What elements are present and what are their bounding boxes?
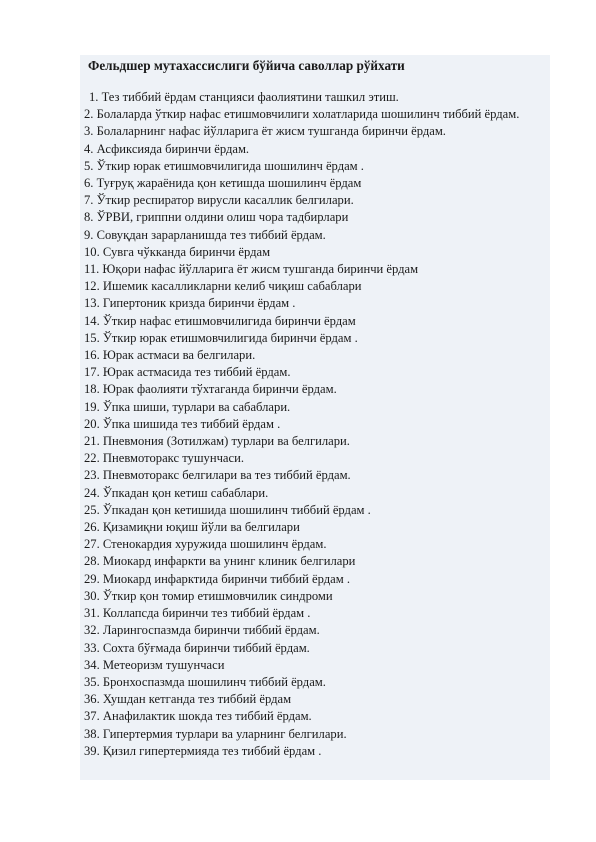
list-item: 8. ЎРВИ, гриппни олдини олиш чора тадбирлари	[84, 210, 349, 225]
list-item: 35. Бронхоспазмда шошилинч тиббий ёрдам.	[84, 674, 326, 689]
list-item: 37. Анафилактик шокда тез тиббий ёрдам.	[84, 709, 312, 724]
list-item: 33. Сохта бўғмада биринчи тиббий ёрдам.	[84, 640, 310, 655]
list-item: 2. Болаларда ўткир нафас етишмовчилиги холатларида шошилинч тиббий ёрдам.	[84, 107, 520, 122]
list-item: 6. Туғруқ жараёнида қон кетишда шошилинч ёрдам	[84, 176, 362, 191]
list-item: 1. Тез тиббий ёрдам станцияси фаолиятини ташкил этиш.	[89, 90, 399, 104]
list-item: 31. Коллапсда биринчи тез тиббий ёрдам .	[84, 606, 311, 621]
list-item: 25. Ўпкадан қон кетишида шошилинч тиббий ёрдам .	[84, 502, 371, 517]
list-item: 32. Ларингоспазмда биринчи тиббий ёрдам.	[84, 623, 320, 638]
list-item: 4. Асфиксияда биринчи ёрдам.	[84, 141, 250, 156]
list-item: 30. Ўткир қон томир етишмовчилик синдроми	[84, 588, 333, 603]
list-item: 34. Метеоризм тушунчаси	[84, 657, 225, 672]
list-item: 11. Юқори нафас йўлларига ёт жисм тушганда биринчи ёрдам	[84, 262, 419, 277]
list-item: 7. Ўткир респиратор вирусли касаллик белгилари.	[84, 193, 354, 208]
list-item: 29. Миокард инфарктида биринчи тиббий ёрдам .	[84, 571, 351, 586]
list-item: 36. Хушдан кетганда тез тиббий ёрдам	[84, 692, 292, 707]
list-item: 15. Ўткир юрак етишмовчилигида биринчи ёрдам .	[84, 330, 358, 345]
list-item: 26. Қизамиқни юқиш йўли ва белгилари	[84, 520, 300, 535]
list-item: 21. Пневмония (Зотилжам) турлари ва белгилари.	[84, 434, 350, 449]
list-item: 19. Ўпка шиши, турлари ва сабаблари.	[84, 399, 291, 414]
document-title: Фельдшер мутахассислиги бўйича саволлар рўйхати	[88, 58, 405, 73]
list-item: 38. Гипертермия турлари ва уларнинг белгилари.	[84, 726, 347, 741]
list-item: 23. Пневмоторакс белгилари ва тез тиббий ёрдам.	[84, 468, 351, 483]
list-item: 5. Ўткир юрак етишмовчилигида шошилинч ёрдам .	[84, 158, 364, 173]
list-item: 14. Ўткир нафас етишмовчилигида биринчи ёрдам	[84, 313, 356, 328]
list-item: 20. Ўпка шишида тез тиббий ёрдам .	[84, 416, 281, 431]
list-item: 9. Совуқдан зарарланишда тез тиббий ёрдам.	[84, 227, 326, 242]
list-item: 27. Стенокардия хуружида шошилинч ёрдам.	[84, 537, 327, 552]
list-item: 39. Қизил гипертермияда тез тиббий ёрдам .	[84, 743, 322, 758]
list-item: 24. Ўпкадан қон кетиш сабаблари.	[84, 485, 269, 500]
list-item: 28. Миокард инфаркти ва унинг клиник белгилари	[84, 554, 356, 569]
list-item: 13. Гипертоник кризда биринчи ёрдам .	[84, 296, 296, 311]
list-item: 18. Юрак фаолияти тўхтаганда биринчи ёрдам.	[84, 382, 337, 397]
list-item: 17. Юрак астмасида тез тиббий ёрдам.	[84, 365, 291, 380]
list-item: 3. Болаларнинг нафас йўлларига ёт жисм тушганда биринчи ёрдам.	[84, 124, 446, 139]
question-list	[84, 89, 546, 760]
list-item: 16. Юрак астмаси ва белгилари.	[84, 348, 256, 363]
list-item: 22. Пневмоторакс тушунчаси.	[84, 451, 244, 466]
list-item: 12. Ишемик касалликларни келиб чиқиш сабаблари	[84, 279, 362, 294]
list-item: 10. Сувга чўкканда биринчи ёрдам	[84, 244, 271, 259]
